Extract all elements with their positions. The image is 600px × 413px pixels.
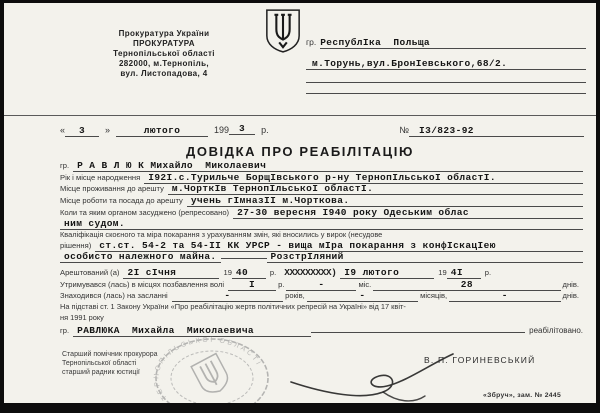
recipient-line-1: РеспублІка Польща bbox=[320, 37, 586, 49]
field-sentenced-value-cont: ним судом. bbox=[60, 218, 583, 230]
field-sentenced-label: Коли та яким органом засуджено (репресовано) bbox=[60, 207, 230, 217]
unit-label: міс. bbox=[358, 279, 372, 289]
field-birth-label: Рік і місце народження bbox=[60, 172, 141, 182]
recipient-line-2: м.Торунь,вул.БронІевського,68/2. bbox=[306, 58, 586, 70]
field-name-label: гр. bbox=[60, 161, 70, 170]
struck-out-text: ХХХХХХХХХ) bbox=[284, 267, 337, 278]
unit-label: місяців, bbox=[420, 291, 448, 301]
field-sentenced-cont bbox=[60, 218, 583, 230]
close-quote: » bbox=[105, 125, 111, 135]
r-abbrev: р. bbox=[484, 268, 492, 277]
recipient-block bbox=[306, 25, 586, 94]
arrest-year: 40 bbox=[232, 267, 266, 279]
field-name bbox=[60, 160, 583, 172]
blank-segment bbox=[221, 258, 267, 259]
basis-line-2 bbox=[60, 313, 583, 324]
number-label: № bbox=[399, 125, 409, 135]
stamp-ring-text: ТЕРНОПІЛЬСЬКОЇ ОБЛАСТІ bbox=[153, 336, 263, 402]
signatory-name: В. П. ГОРИНЕВСЬКИЙ bbox=[424, 355, 536, 365]
rehabilitated-name: РАВЛЮКА Михайла Миколаевича bbox=[73, 325, 311, 337]
blank-segment bbox=[311, 332, 525, 333]
blank-line bbox=[306, 92, 586, 94]
year-prefix: 19 bbox=[223, 268, 232, 277]
arrest-date: 2І сІчня bbox=[123, 267, 219, 279]
field-rehabilitated bbox=[60, 325, 583, 337]
round-stamp bbox=[151, 336, 273, 403]
stamp-trident-icon bbox=[191, 354, 232, 398]
field-exile bbox=[60, 290, 583, 302]
basis-text: На підставі ст. 1 Закону України «Про реабілітацію жертв політичних репресій на Україні» від 17 квіт- bbox=[60, 302, 406, 312]
field-qualification bbox=[60, 240, 583, 252]
field-sentenced-value: 27-30 вересня І940 року Одеським облас bbox=[233, 207, 583, 219]
field-residence-label: Місце проживання до арешту bbox=[60, 184, 164, 194]
letterhead-line: Тернопільської області bbox=[113, 49, 215, 58]
date-month: лютого bbox=[116, 125, 208, 137]
letterhead-line: Прокуратура України bbox=[118, 29, 210, 38]
print-note: «Збруч», зам. № 2445 bbox=[483, 392, 562, 399]
unit-label: р. bbox=[278, 279, 285, 289]
date-line bbox=[60, 125, 584, 137]
field-work bbox=[60, 195, 583, 207]
basis-line-1 bbox=[60, 302, 583, 313]
year-prefix: 199 bbox=[214, 125, 230, 135]
letterhead bbox=[60, 29, 268, 79]
field-detention bbox=[60, 279, 583, 291]
field-work-value: учень гІмназІІ м.Чорткова. bbox=[187, 195, 583, 207]
field-residence-value: м.ЧорткІв ТернопІльськоІ областІ. bbox=[168, 183, 583, 195]
exile-days: - bbox=[449, 290, 560, 302]
unit-label: днів. bbox=[562, 291, 579, 301]
field-arrested-label: Арештований (а) bbox=[60, 268, 120, 277]
recipient-prefix: гр. bbox=[306, 37, 317, 47]
basis-text: ня 1991 року bbox=[60, 312, 104, 322]
signatory-title-line: Старший помічник прокурора bbox=[62, 351, 158, 358]
field-qualification-value: ст.ст. 54-2 та 54-ІІ КК УРСР - вища мІра покарання з конфІскацІею bbox=[95, 240, 583, 252]
signature-scrawl bbox=[285, 336, 461, 403]
field-exile-label: Знаходився (лась) на засланні bbox=[60, 291, 168, 301]
field-rehabilitated-label: гр. bbox=[60, 326, 70, 336]
signatory-title-block bbox=[62, 350, 158, 377]
field-qualification-value-cont: особисто належного майна. bbox=[60, 251, 221, 263]
detention-months: - bbox=[286, 279, 356, 291]
r-abbrev: р. bbox=[269, 268, 277, 277]
field-detention-label: Утримувався (лась) в місцях позбавлення волі bbox=[60, 279, 225, 289]
letterhead-line: 282000, м.Тернопіль, bbox=[118, 59, 210, 68]
trident-emblem-icon bbox=[264, 8, 302, 59]
document-number: І3/823-92 bbox=[409, 125, 584, 137]
signatory-title-line: старший радник юстиції bbox=[62, 369, 140, 376]
letterhead-line: вул. Листопадова, 4 bbox=[120, 69, 208, 78]
field-qualification-cont bbox=[60, 251, 583, 263]
rehabilitated-suffix: реабілітовано. bbox=[529, 326, 583, 336]
open-quote: « bbox=[60, 125, 66, 135]
field-birth-value: І92І.с.Турильче БорщІвського р-ну ТернопІльськоІ областІ. bbox=[144, 172, 583, 184]
field-qualification-label: Кваліфікація скоєного та міра покарання з урахуванням змін, які вносились у вирок (несудове bbox=[60, 230, 383, 240]
release-date: І9 лютого bbox=[340, 267, 434, 279]
date-day: 3 bbox=[65, 125, 99, 137]
letterhead-line: ПРОКУРАТУРА bbox=[133, 39, 195, 48]
field-qualification-label-2: рішення) bbox=[60, 240, 92, 250]
field-birth bbox=[60, 172, 583, 184]
document-page bbox=[4, 3, 596, 403]
field-qualification-label-row bbox=[60, 230, 583, 240]
year-prefix: 19 bbox=[438, 268, 447, 277]
exile-years: - bbox=[172, 290, 283, 302]
unit-label: років, bbox=[285, 291, 305, 301]
year-suffix: р. bbox=[261, 125, 269, 135]
field-residence bbox=[60, 183, 583, 195]
blank-line bbox=[306, 81, 586, 83]
detention-years: І bbox=[228, 279, 276, 291]
horizontal-divider bbox=[4, 115, 596, 116]
field-sentenced bbox=[60, 207, 583, 219]
date-year-digit: 3 bbox=[229, 123, 255, 135]
detention-days: 28 bbox=[373, 279, 560, 291]
signatory-title-line: Тернопільської області bbox=[62, 360, 137, 367]
unit-label: днів. bbox=[562, 279, 579, 289]
field-name-value: Р А В Л Ю К Михайло Миколаевич bbox=[73, 160, 583, 172]
form-body bbox=[60, 160, 583, 337]
exile-months: - bbox=[307, 290, 418, 302]
document-title: ДОВІДКА ПРО РЕАБІЛІТАЦІЮ bbox=[186, 144, 414, 159]
field-work-label: Місце роботи та посада до арешту bbox=[60, 196, 183, 206]
release-year: 4І bbox=[447, 267, 481, 279]
field-arrested bbox=[60, 267, 583, 279]
execution-note: РозстрІляний bbox=[267, 251, 583, 263]
